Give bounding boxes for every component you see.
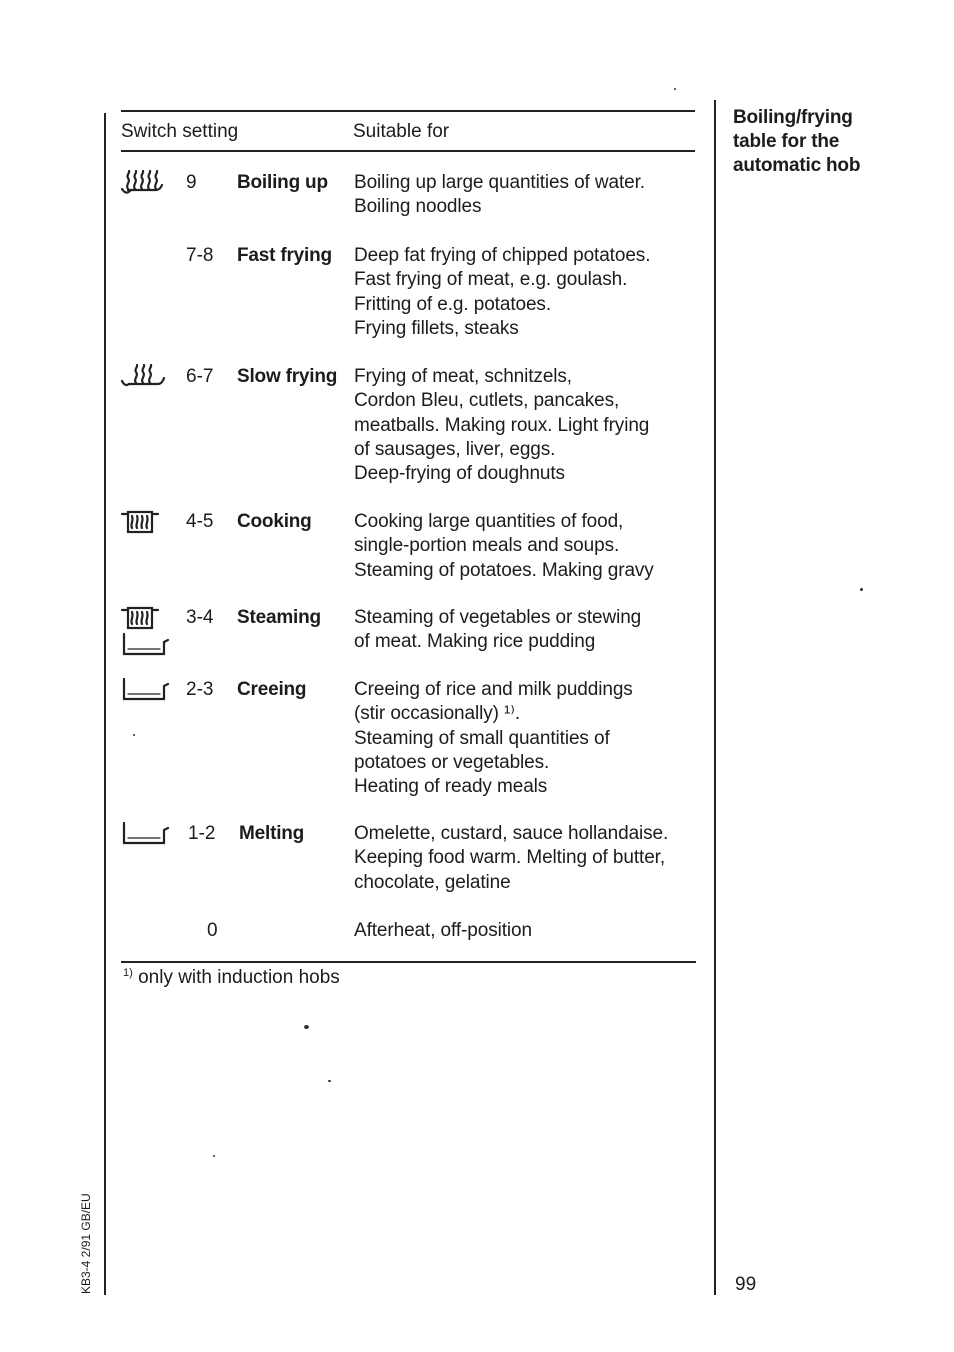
pot-steam-and-pan-icon — [120, 604, 172, 662]
scan-speck — [860, 588, 863, 591]
suitable-for-text: Deep fat frying of chipped potatoes. Fast frying of meat, e.g. goulash. Fritting of e.g. potatoes. Frying fillets, steaks — [354, 245, 651, 339]
suitable-for-text: Cooking large quantities of food, single-portion meals and soups. Steaming of potatoes. Making gravy — [354, 511, 654, 581]
cooking-mode-name: Slow frying — [237, 366, 338, 387]
switch-setting-value: 7-8 — [186, 245, 214, 266]
cooking-mode-name: Fast frying — [237, 245, 332, 266]
switch-setting-value: 6-7 — [186, 366, 214, 387]
suitable-for-text: Steaming of vegetables or stewing of meat. Making rice pudding — [354, 607, 642, 653]
print-code: KB3-4 2/91 GB/EU — [79, 1193, 93, 1294]
table-top-rule — [121, 110, 695, 112]
cooking-mode-name: Steaming — [237, 607, 321, 628]
section-title: Boiling/frying table for the automatic hob — [733, 107, 861, 176]
switch-setting-value: 9 — [186, 172, 197, 193]
scan-speck — [304, 1025, 309, 1029]
cooking-mode-name: Cooking — [237, 511, 312, 532]
scan-speck — [133, 734, 135, 736]
right-margin-rule — [714, 100, 716, 1295]
header-suitable-for: Suitable for — [353, 121, 450, 142]
switch-setting-value: 2-3 — [186, 679, 214, 700]
table-header-rule — [121, 150, 695, 152]
cooking-mode-name: Boiling up — [237, 172, 328, 193]
footnote — [123, 967, 340, 989]
scan-speck — [674, 88, 676, 90]
switch-setting-value: 0 — [207, 920, 218, 941]
footnote-text: only with induction hobs — [138, 967, 340, 988]
page-number: 99 — [735, 1274, 757, 1295]
header-switch-setting: Switch setting — [121, 121, 239, 142]
left-margin-rule — [104, 113, 106, 1295]
cooking-mode-name: Creeing — [237, 679, 307, 700]
switch-setting-value: 4-5 — [186, 511, 214, 532]
heat-five-waves-icon — [120, 169, 172, 199]
pot-steam-icon — [120, 508, 172, 538]
suitable-for-text: Creeing of rice and milk puddings (stir occasionally) ¹⁾. Steaming of small quantities of potatoes or vegetables. Heating of ready meals — [354, 679, 633, 798]
footnote-marker: 1) — [123, 967, 133, 979]
switch-setting-value: 1-2 — [188, 823, 216, 844]
scan-speck — [328, 1080, 331, 1082]
suitable-for-text: Afterheat, off-position — [354, 920, 532, 941]
suitable-for-text: Omelette, custard, sauce hollandaise. Keeping food warm. Melting of butter, chocolate, gelatine — [354, 823, 669, 893]
pan-icon — [120, 676, 172, 706]
table-bottom-rule — [121, 961, 696, 963]
scan-speck — [213, 1155, 215, 1157]
heat-three-waves-icon — [120, 363, 172, 393]
switch-setting-value: 3-4 — [186, 607, 214, 628]
cooking-mode-name: Melting — [239, 823, 305, 844]
suitable-for-text: Frying of meat, schnitzels, Cordon Bleu, cutlets, pancakes, meatballs. Making roux. Light frying of sausages, liver, eggs. Deep-frying of doughnuts — [354, 366, 650, 485]
suitable-for-text: Boiling up large quantities of water. Boiling noodles — [354, 172, 645, 218]
pan-icon — [120, 820, 172, 850]
